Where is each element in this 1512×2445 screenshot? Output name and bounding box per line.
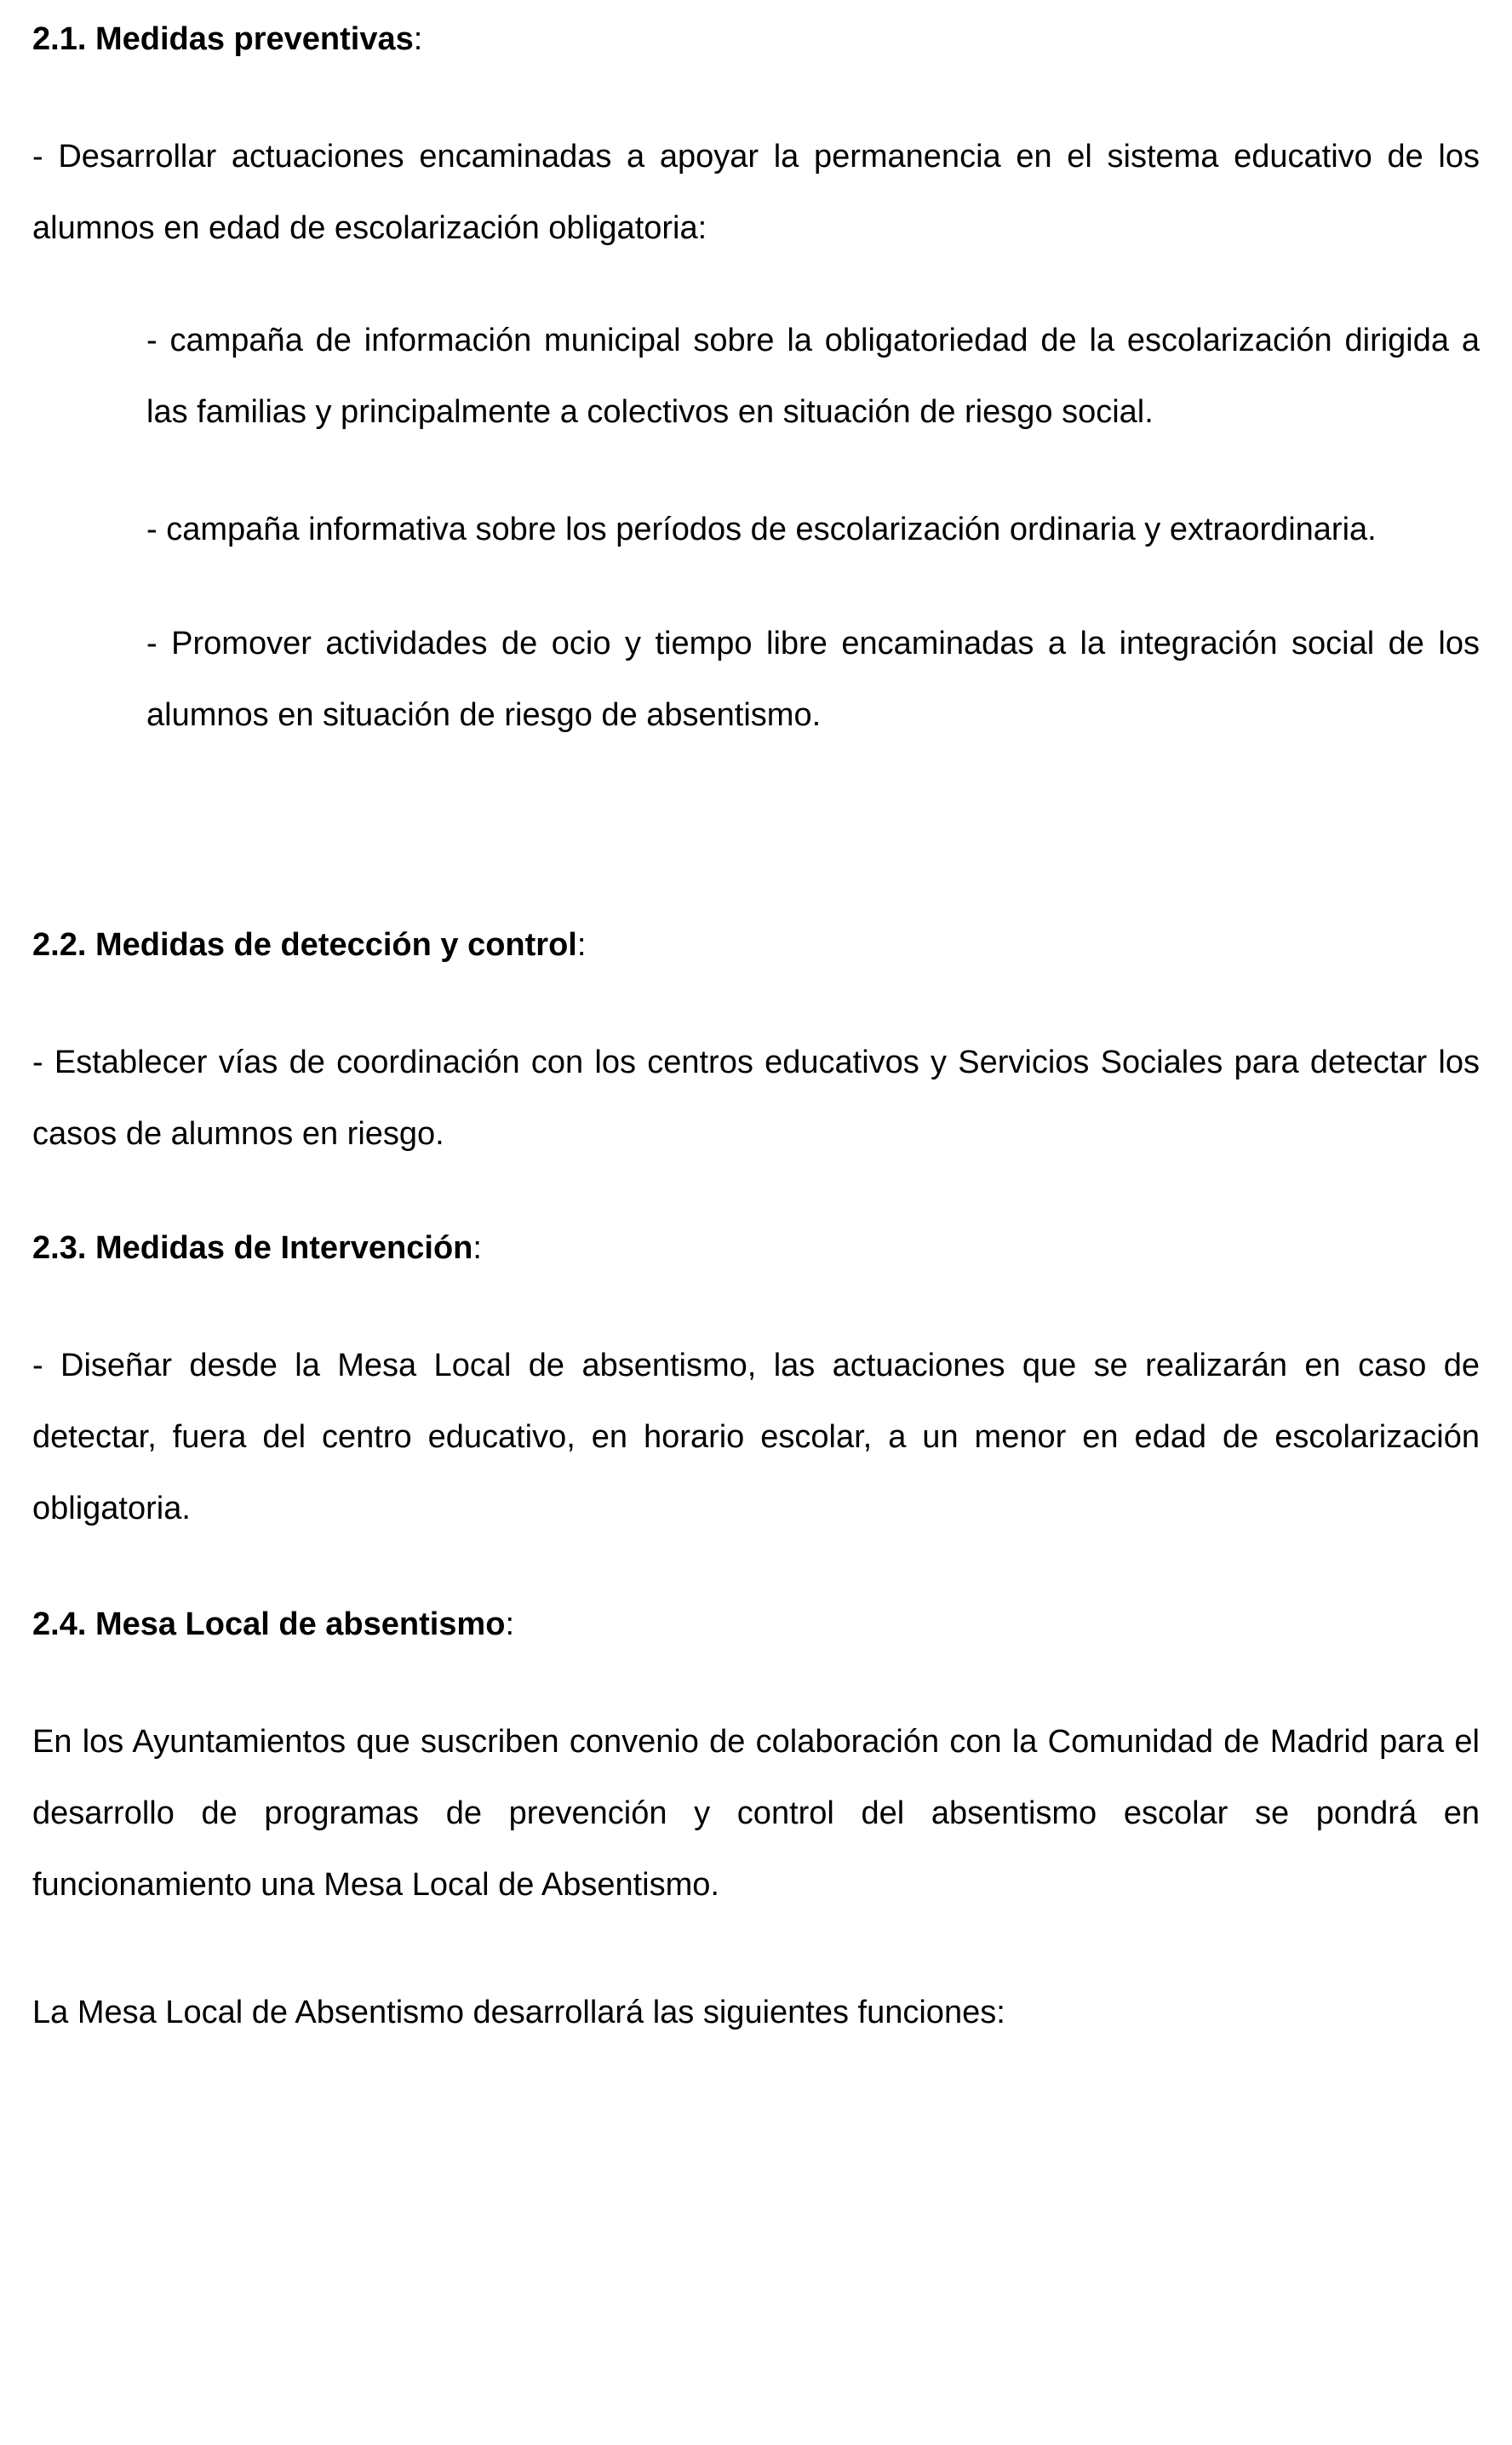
section-2-4-paragraph-1: En los Ayuntamientos que suscriben convenio de colaboración con la Comunidad de Madrid para el desarrollo de programas de prevención y control del absentismo escolar se pondrá en funcionamiento una Mesa Local de Absentismo. xyxy=(32,1724,1480,1903)
section-2-1-subitem-3: - Promover actividades de ocio y tiempo libre encaminadas a la integración social de los alumnos en situación de riesgo de absentismo. xyxy=(146,626,1480,733)
section-2-1-title: 2.1. Medidas preventivas xyxy=(32,21,414,57)
section-2-1-paragraph: - Desarrollar actuaciones encaminadas a apoyar la permanencia en el sistema educativo de los alumnos en edad de escolarización obligatoria: xyxy=(32,139,1480,246)
section-2-2-paragraph: - Establecer vías de coordinación con los centros educativos y Servicios Sociales para detectar los casos de alumnos en riesgo. xyxy=(32,1045,1480,1152)
section-2-4-title: 2.4. Mesa Local de absentismo xyxy=(32,1606,506,1642)
section-2-2-heading xyxy=(32,925,1480,965)
section-2-1-subitem-1: - campaña de información municipal sobre la obligatoriedad de la escolarización dirigida a las familias y principalmente a colectivos en situación de riesgo social. xyxy=(146,323,1480,430)
section-2-3-paragraph: - Diseñar desde la Mesa Local de absentismo, las actuaciones que se realizarán en caso de detectar, fuera del centro educativo, en horario escolar, a un menor en edad de escolarización obligatoria. xyxy=(32,1348,1480,1526)
section-2-3-colon: : xyxy=(472,1230,482,1266)
section-2-1-heading xyxy=(32,19,1480,60)
section-2-1-subitem-2: - campaña informativa sobre los períodos de escolarización ordinaria y extraordinaria. xyxy=(146,512,1377,547)
section-2-1-colon: : xyxy=(413,21,423,57)
section-2-4-colon: : xyxy=(505,1606,514,1642)
section-2-2-title: 2.2. Medidas de detección y control xyxy=(32,927,577,963)
section-2-4-heading xyxy=(32,1604,1480,1645)
section-2-3-title: 2.3. Medidas de Intervención xyxy=(32,1230,473,1266)
section-2-4-paragraph-2: La Mesa Local de Absentismo desarrollará las siguientes funciones: xyxy=(32,1995,1005,2030)
section-2-2-colon: : xyxy=(576,927,587,963)
section-2-3-heading xyxy=(32,1228,1480,1268)
